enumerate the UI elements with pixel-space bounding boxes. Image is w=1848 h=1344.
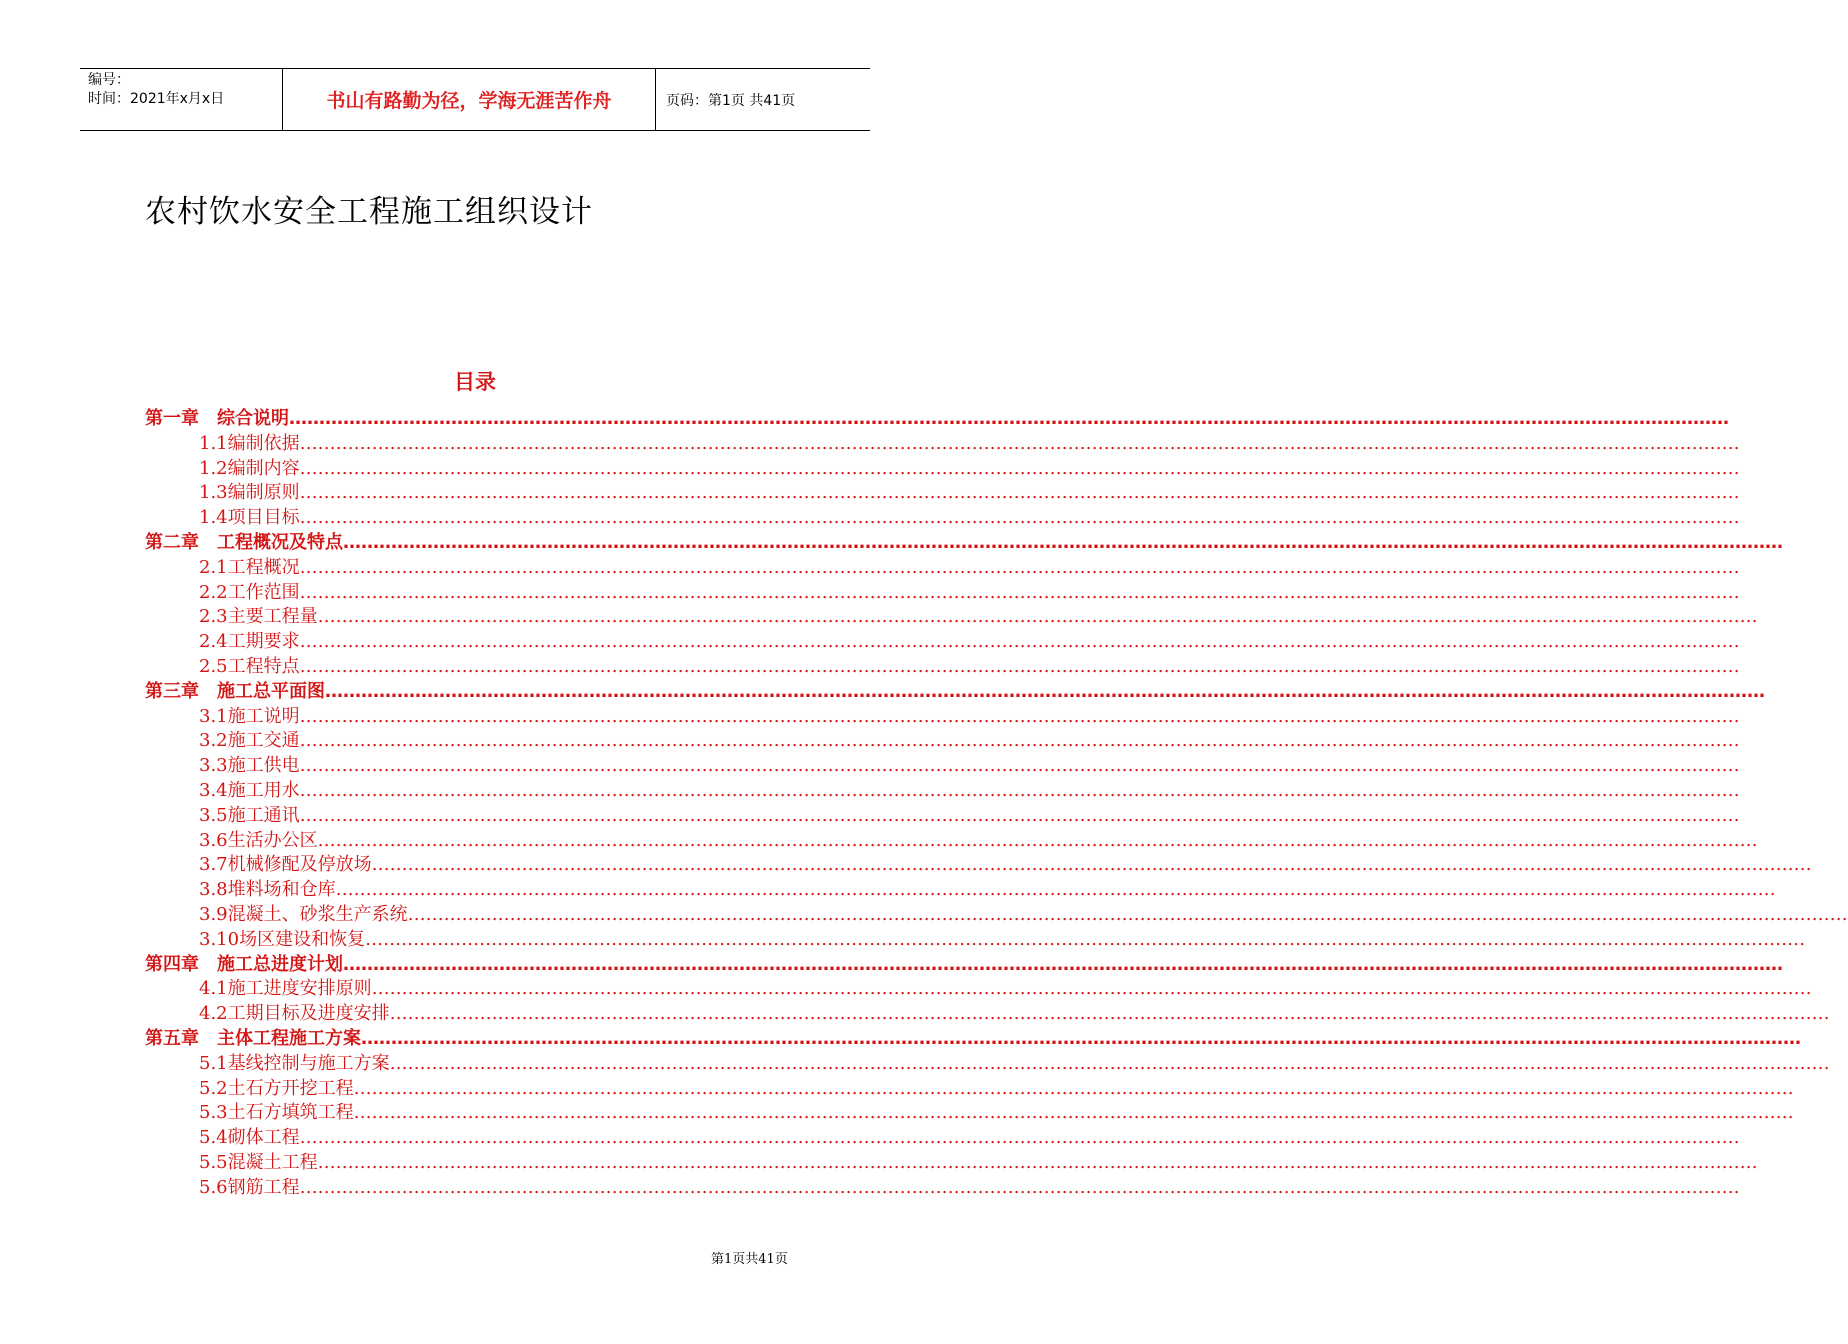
toc-leader-dots: …………………………………………………………………………………………………………………………………………………………………………………………………………………… — [371, 978, 1812, 1000]
toc-section[interactable] — [199, 778, 1740, 803]
toc-label: 1.3编制原则 — [199, 482, 300, 504]
toc-leader-dots: …………………………………………………………………………………………………………………………………………………………………………………………………………………… — [299, 1176, 1740, 1198]
toc-label: 1.4项目目标 — [199, 507, 300, 529]
toc-section[interactable] — [199, 1125, 1740, 1150]
toc-section[interactable] — [199, 976, 1812, 1001]
toc-leader-dots: …………………………………………………………………………………………………………………………………………………………………………………………………………………… — [361, 1028, 1801, 1049]
toc-leader-dots: …………………………………………………………………………………………………………………………………………………………………………………………………………………… — [365, 928, 1806, 950]
toc-leader-dots: …………………………………………………………………………………………………………………………………………………………………………………………………………………… — [299, 780, 1740, 801]
toc-leader-dots: …………………………………………………………………………………………………………………………………………………………………………………………………………………… — [353, 1077, 1794, 1099]
toc-label: 5.1基线控制与施工方案 — [199, 1052, 390, 1074]
toc-label: 1.1编制依据 — [199, 432, 300, 454]
toc-section[interactable] — [199, 902, 1848, 927]
toc-leader-dots: …………………………………………………………………………………………………………………………………………………………………………………………………………………… — [317, 829, 1758, 851]
toc-heading: 目录 — [454, 370, 496, 394]
toc-section[interactable] — [199, 480, 1740, 505]
toc-leader-dots: …………………………………………………………………………………………………………………………………………………………………………………………………………………… — [299, 804, 1740, 826]
toc-leader-dots: …………………………………………………………………………………………………………………………………………………………………………………………………………………… — [299, 656, 1740, 677]
toc-leader-dots: …………………………………………………………………………………………………………………………………………………………………………………………………………………… — [289, 408, 1729, 429]
toc-label: 2.2工作范围 — [199, 581, 300, 603]
toc-label: 3.2施工交通 — [199, 730, 300, 752]
toc-chapter[interactable] — [145, 952, 1783, 977]
toc-label: 第三章 施工总平面图 — [145, 680, 325, 702]
toc-label: 3.9混凝土、砂浆生产系统 — [199, 904, 408, 925]
toc-section[interactable] — [199, 1076, 1794, 1101]
header-motto: 书山有路勤为径，学海无涯苦作舟 — [282, 69, 656, 130]
toc-leader-dots: …………………………………………………………………………………………………………………………………………………………………………………………………………………… — [407, 904, 1848, 925]
toc-leader-dots: …………………………………………………………………………………………………………………………………………………………………………………………………………………… — [299, 631, 1740, 653]
toc-label: 3.6生活办公区 — [199, 829, 318, 851]
toc-leader-dots: …………………………………………………………………………………………………………………………………………………………………………………………………………………… — [299, 432, 1740, 454]
toc-section[interactable] — [199, 728, 1740, 753]
header-time: 时间：2021年x月x日 — [88, 91, 225, 107]
toc-label: 第五章 主体工程施工方案 — [145, 1028, 361, 1049]
toc-leader-dots: …………………………………………………………………………………………………………………………………………………………………………………………………………………… — [389, 1052, 1830, 1074]
toc-label: 2.1工程概况 — [199, 556, 300, 578]
toc-section[interactable] — [199, 704, 1740, 729]
toc-chapter[interactable] — [145, 679, 1765, 704]
toc-label: 第四章 施工总进度计划 — [145, 953, 343, 975]
toc-section[interactable] — [199, 1001, 1830, 1026]
toc-label: 4.2工期目标及进度安排 — [199, 1003, 390, 1025]
toc-label: 4.1施工进度安排原则 — [199, 978, 372, 1000]
toc-chapter[interactable] — [145, 1026, 1801, 1051]
toc-leader-dots: …………………………………………………………………………………………………………………………………………………………………………………………………………………… — [317, 606, 1758, 628]
toc-leader-dots: …………………………………………………………………………………………………………………………………………………………………………………………………………………… — [299, 457, 1740, 479]
toc-label: 5.4砌体工程 — [199, 1127, 300, 1149]
toc-leader-dots: …………………………………………………………………………………………………………………………………………………………………………………………………………………… — [299, 755, 1740, 777]
page-footer: 第1页共41页 — [711, 1252, 788, 1267]
toc-leader-dots: …………………………………………………………………………………………………………………………………………………………………………………………………………………… — [343, 532, 1783, 553]
toc-label: 2.4工期要求 — [199, 631, 300, 653]
toc-leader-dots: …………………………………………………………………………………………………………………………………………………………………………………………………………………… — [299, 705, 1740, 727]
toc-leader-dots: …………………………………………………………………………………………………………………………………………………………………………………………………………………… — [353, 1102, 1794, 1124]
toc-section[interactable] — [199, 1100, 1794, 1125]
toc-section[interactable] — [199, 629, 1740, 654]
toc-label: 5.3土石方填筑工程 — [199, 1102, 354, 1124]
toc-section[interactable] — [199, 877, 1776, 902]
toc-label: 3.8堆料场和仓库 — [199, 879, 336, 901]
toc-section[interactable] — [199, 753, 1740, 778]
toc-leader-dots: …………………………………………………………………………………………………………………………………………………………………………………………………………………… — [299, 730, 1740, 752]
toc-label: 3.5施工通讯 — [199, 804, 300, 826]
toc-section[interactable] — [199, 1150, 1758, 1175]
toc-leader-dots: …………………………………………………………………………………………………………………………………………………………………………………………………………………… — [335, 879, 1776, 901]
toc-leader-dots: …………………………………………………………………………………………………………………………………………………………………………………………………………………… — [299, 556, 1740, 578]
toc-section[interactable] — [199, 456, 1740, 481]
toc-section[interactable] — [199, 604, 1758, 629]
toc-section[interactable] — [199, 1175, 1740, 1200]
header-page-number: 页码：第1页 共41页 — [666, 92, 796, 109]
toc-section[interactable] — [199, 580, 1740, 605]
toc-label: 第二章 工程概况及特点 — [145, 532, 343, 553]
toc-chapter[interactable] — [145, 530, 1783, 555]
header-meta — [80, 69, 282, 130]
toc-leader-dots: …………………………………………………………………………………………………………………………………………………………………………………………………………………… — [325, 680, 1765, 702]
toc-section[interactable] — [199, 505, 1740, 530]
toc-leader-dots: …………………………………………………………………………………………………………………………………………………………………………………………………………………… — [299, 507, 1740, 529]
document-title: 农村饮水安全工程施工组织设计 — [145, 194, 593, 230]
toc-label: 5.5混凝土工程 — [199, 1152, 318, 1173]
toc-label: 5.2土石方开挖工程 — [199, 1077, 354, 1099]
toc-label: 3.1施工说明 — [199, 705, 300, 727]
toc-leader-dots: …………………………………………………………………………………………………………………………………………………………………………………………………………………… — [389, 1003, 1830, 1025]
toc-label: 3.10场区建设和恢复 — [199, 928, 366, 950]
toc-label: 3.7机械修配及停放场 — [199, 854, 372, 876]
toc-label: 第一章 综合说明 — [145, 408, 289, 429]
toc-leader-dots: …………………………………………………………………………………………………………………………………………………………………………………………………………………… — [317, 1152, 1758, 1173]
toc-section[interactable] — [199, 852, 1812, 877]
toc-label: 3.4施工用水 — [199, 780, 300, 801]
toc-section[interactable] — [199, 803, 1740, 828]
toc-section[interactable] — [199, 927, 1806, 952]
toc-label: 1.2编制内容 — [199, 457, 300, 479]
toc-label: 5.6钢筋工程 — [199, 1176, 300, 1198]
toc-section[interactable] — [199, 1051, 1830, 1076]
toc-leader-dots: …………………………………………………………………………………………………………………………………………………………………………………………………………………… — [299, 1127, 1740, 1149]
toc-section[interactable] — [199, 828, 1758, 853]
toc-label: 2.5工程特点 — [199, 656, 300, 677]
toc-label: 3.3施工供电 — [199, 755, 300, 777]
toc-leader-dots: …………………………………………………………………………………………………………………………………………………………………………………………………………………… — [371, 854, 1812, 876]
toc-leader-dots: …………………………………………………………………………………………………………………………………………………………………………………………………………………… — [299, 482, 1740, 504]
toc-label: 2.3主要工程量 — [199, 606, 318, 628]
header-number: 编号： — [88, 72, 130, 88]
toc-leader-dots: …………………………………………………………………………………………………………………………………………………………………………………………………………………… — [343, 953, 1783, 975]
toc-section[interactable] — [199, 431, 1740, 456]
toc-section[interactable] — [199, 654, 1740, 679]
toc-leader-dots: …………………………………………………………………………………………………………………………………………………………………………………………………………………… — [299, 581, 1740, 603]
page-header — [80, 68, 870, 131]
toc-section[interactable] — [199, 555, 1740, 580]
toc-chapter[interactable] — [145, 406, 1729, 431]
